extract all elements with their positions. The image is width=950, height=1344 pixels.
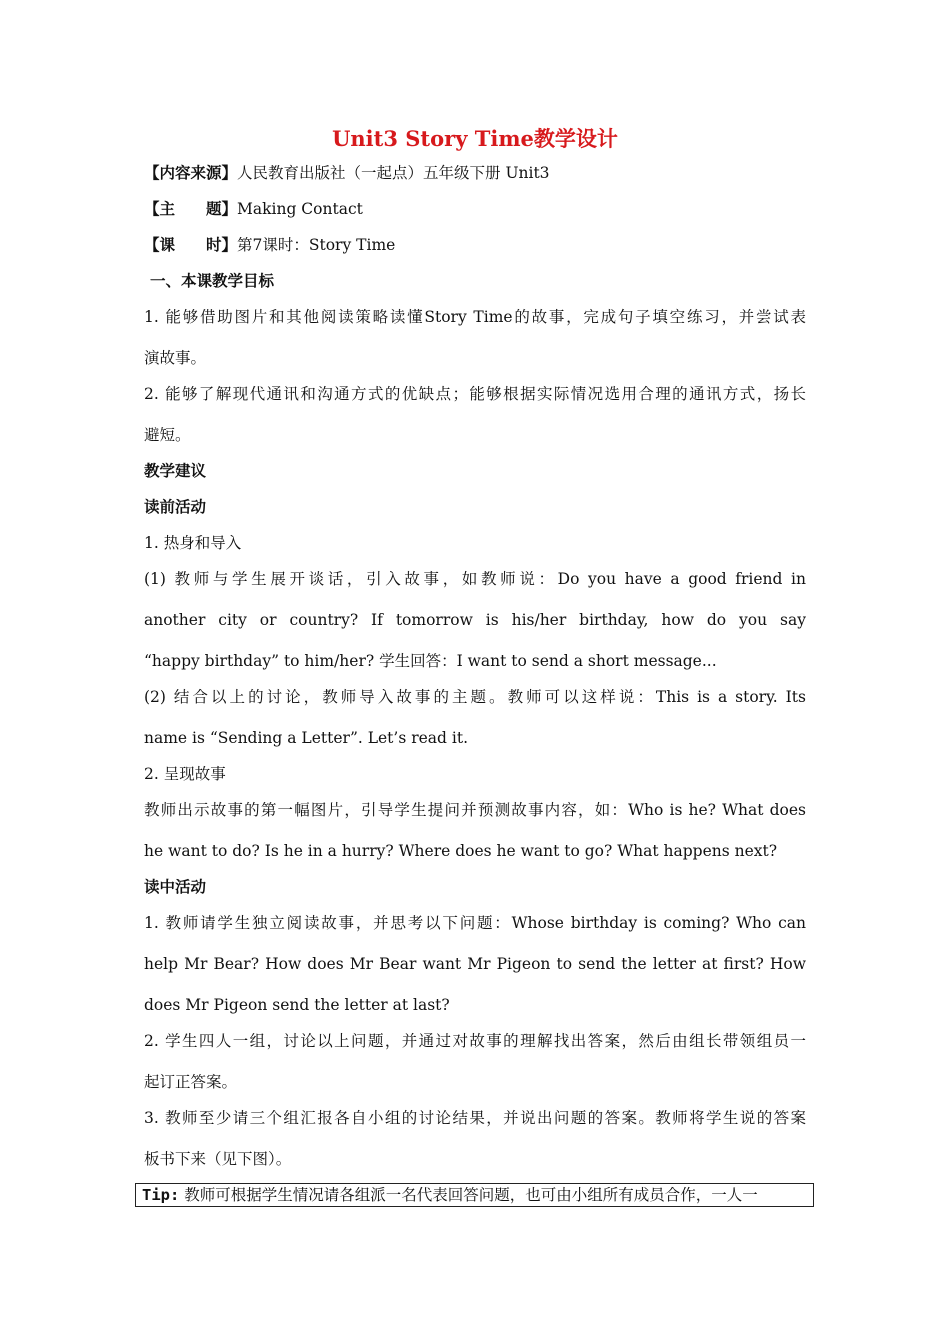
while-para-3-line-2: 板书下来（见下图）。 [144, 1150, 292, 1168]
while-para-1-line-1: 1. 教师请学生独立阅读故事，并思考以下问题：Whose birthday is coming? Who can [144, 914, 806, 932]
section-heading-goals: 一、本课教学目标 [150, 271, 275, 290]
meta-period [144, 234, 806, 256]
pre-step-1: 1. 热身和导入 [144, 534, 242, 552]
tip-label: Tip: [142, 1186, 180, 1204]
section-heading-suggestions: 教学建议 [144, 461, 207, 480]
tip-text: 教师可根据学生情况请各组派一名代表回答问题，也可由小组所有成员合作，一人一 [179, 1186, 758, 1204]
meta-topic [144, 198, 806, 220]
tip-box [135, 1183, 814, 1207]
while-para-1-line-2: help Mr Bear? How does Mr Bear want Mr Pigeon to send the letter at first? How [144, 955, 806, 973]
pre-para-3-line-2: he want to do? Is he in a hurry? Where does he want to go? What happens next? [144, 842, 778, 860]
pre-para-1-line-2: another city or country? If tomorrow is his/her birthday, how do you say [144, 611, 806, 629]
pre-para-3-line-1: 教师出示故事的第一幅图片，引导学生提问并预测故事内容，如：Who is he? What does [144, 801, 806, 819]
while-para-1-line-3: does Mr Pigeon send the letter at last? [144, 996, 450, 1014]
pre-para-1-line-3: “happy birthday” to him/her? 学生回答：I want to send a short message... [144, 652, 717, 670]
topic-value: Making Contact [237, 200, 363, 218]
while-para-3-line-1: 3. 教师至少请三个组汇报各自小组的讨论结果，并说出问题的答案。教师将学生说的答案 [144, 1109, 806, 1127]
goal-1-line-1: 1. 能够借助图片和其他阅读策略读懂Story Time的故事，完成句子填空练习，并尝试表 [144, 308, 806, 326]
source-label: 【内容来源】 [144, 163, 238, 182]
pre-para-2-line-2: name is “Sending a Letter”. Let’s read it. [144, 729, 469, 747]
pre-step-2: 2. 呈现故事 [144, 765, 226, 783]
goal-2-line-1: 2. 能够了解现代通讯和沟通方式的优缺点；能够根据实际情况选用合理的通讯方式，扬长 [144, 385, 806, 403]
meta-source [144, 162, 806, 184]
goal-2-line-2: 避短。 [144, 426, 191, 444]
document-title: Unit3 Story Time教学设计 [332, 126, 618, 151]
while-para-2-line-2: 起订正答案。 [144, 1073, 238, 1091]
pre-para-2-line-1: (2) 结合以上的讨论，教师导入故事的主题。教师可以这样说：This is a story. Its [144, 688, 806, 706]
topic-label: 【主 题】 [144, 199, 238, 218]
period-value: 第7课时：Story Time [237, 236, 396, 254]
source-value: 人民教育出版社（一起点）五年级下册 Unit3 [237, 164, 550, 182]
section-heading-while-reading: 读中活动 [144, 877, 207, 896]
section-heading-pre-reading: 读前活动 [144, 497, 207, 516]
while-para-2-line-1: 2. 学生四人一组，讨论以上问题，并通过对故事的理解找出答案，然后由组长带领组员一 [144, 1032, 806, 1050]
period-label: 【课 时】 [144, 235, 238, 254]
goal-1-line-2: 演故事。 [144, 349, 207, 367]
pre-para-1-line-1: (1) 教师与学生展开谈话，引入故事，如教师说：Do you have a good friend in [144, 570, 806, 588]
